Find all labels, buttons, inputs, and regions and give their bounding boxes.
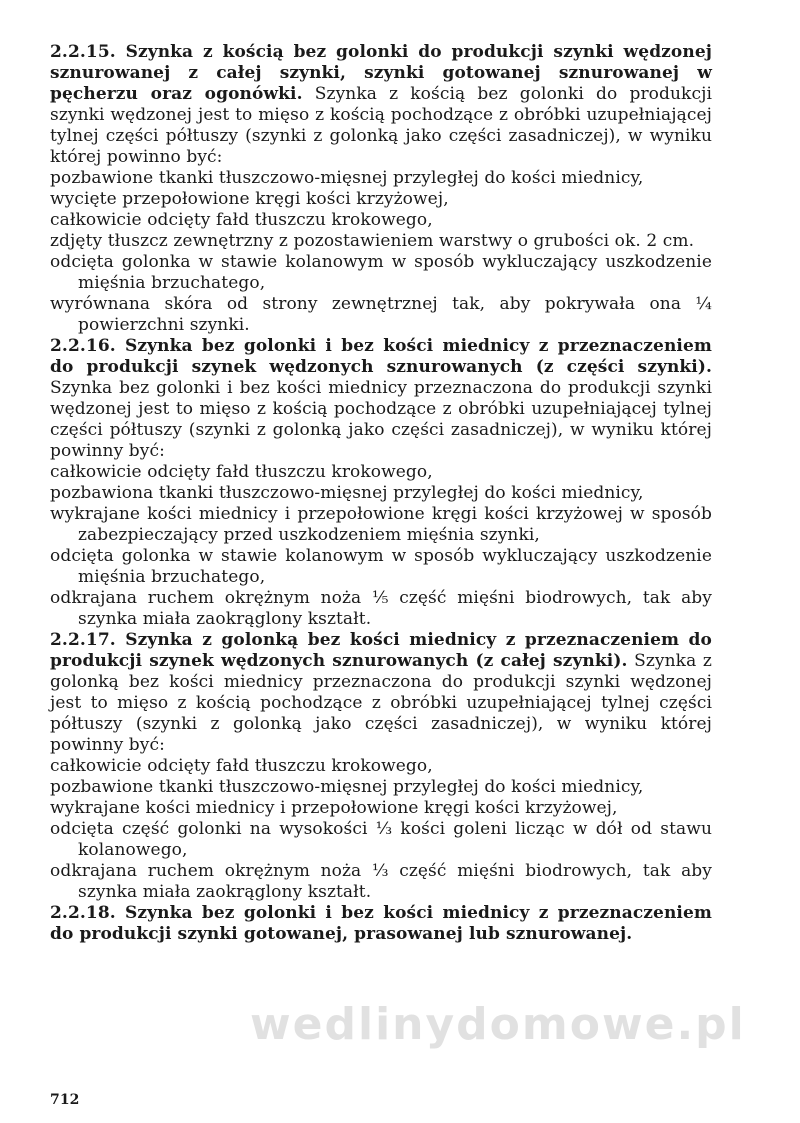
list-item: odkrajana ruchem okrężnym noża ⅓ część mięśni biodrowych, tak aby szynka miała zaokrąglony kształt. xyxy=(50,861,712,902)
list-item: wykrajane kości miednicy i przepołowione kręgi kości krzyżowej w sposób zabezpieczający przed uszkodzeniem mięśnia szynki, xyxy=(50,504,712,545)
list-item: pozbawiona tkanki tłuszczowo-mięsnej przyległej do kości miednicy, xyxy=(50,483,644,503)
list-item: odcięta golonka w stawie kolanowym w sposób wykluczający uszkodzenie mięśnia brzuchatego, xyxy=(50,252,712,293)
section-2-2-15 xyxy=(50,42,712,168)
section-heading: 2.2.18. Szynka bez golonki i bez kości miednicy z przeznaczeniem do produkcji szynki gotowanej, prasowanej lub sznurowanej. xyxy=(50,903,712,944)
list-item: całkowicie odcięty fałd tłuszczu krokowego, xyxy=(50,462,433,482)
list-item: wycięte przepołowione kręgi kości krzyżowej, xyxy=(50,189,449,209)
section-2-2-17 xyxy=(50,630,712,756)
list-item: wykrajane kości miednicy i przepołowione kręgi kości krzyżowej, xyxy=(50,798,618,818)
list-item: odcięta część golonki na wysokości ⅓ kości goleni licząc w dół od stawu kolanowego, xyxy=(50,819,712,860)
list-item: pozbawione tkanki tłuszczowo-mięsnej przyległej do kości miednicy, xyxy=(50,168,644,188)
section-intro: Szynka z kością bez golonki do produkcji szynki wędzonej jest to mięso z kością pochodzące z obróbki uzupełniającej tylnej części półtuszy (szynki z golonką jako części zasadniczej), w wyniku której powinno być: xyxy=(50,84,712,167)
list-item: odkrajana ruchem okrężnym noża ⅕ część mięśni biodrowych, tak aby szynka miała zaokrąglony kształt. xyxy=(50,588,712,629)
list-item: zdjęty tłuszcz zewnętrzny z pozostawieniem warstwy o grubości ok. 2 cm. xyxy=(50,231,695,251)
section-heading: 2.2.15. Szynka z kością bez golonki do produkcji szynki wędzonej sznurowanej z całej szynki, szynki gotowanej sznurowanej w pęcherzu oraz ogonówki. xyxy=(50,42,712,104)
section-heading: 2.2.17. Szynka z golonką bez kości miednicy z przeznaczeniem do produkcji szynek wędzonych sznurowanych (z całej szynki). xyxy=(50,630,712,671)
section-intro: Szynka z golonką bez kości miednicy przeznaczona do produkcji szynki wędzonej jest to mięso z kością pochodzące z obróbki uzupełniającej tylnej części półtuszy (szynki z golonką jako części zasadniczej), w wyniku której powinny być: xyxy=(50,651,712,755)
section-intro: Szynka bez golonki i bez kości miednicy przeznaczona do produkcji szynki wędzonej jest to mięso z kością pochodzące z obróbki uzupełniającej tylnej części półtuszy (szynki z golonką jako części zasadniczej), w wyniku której powinny być: xyxy=(50,378,712,461)
section-heading: 2.2.16. Szynka bez golonki i bez kości miednicy z przeznaczeniem do produkcji szynek wędzonych sznurowanych (z części szynki). xyxy=(50,336,712,377)
list-item: całkowicie odcięty fałd tłuszczu krokowego, xyxy=(50,210,433,230)
section-2-2-16 xyxy=(50,336,712,462)
list-item: pozbawione tkanki tłuszczowo-mięsnej przyległej do kości miednicy, xyxy=(50,777,644,797)
list-item: wyrównana skóra od strony zewnętrznej tak, aby pokrywała ona ¼ powierzchni szynki. xyxy=(50,294,712,335)
section-2-2-18 xyxy=(50,903,712,945)
list-item: całkowicie odcięty fałd tłuszczu krokowego, xyxy=(50,756,433,776)
page-number: 712 xyxy=(50,1092,80,1108)
watermark: wedlinydomowe.pl xyxy=(250,999,746,1050)
list-item: odcięta golonka w stawie kolanowym w sposób wykluczający uszkodzenie mięśnia brzuchatego, xyxy=(50,546,712,587)
